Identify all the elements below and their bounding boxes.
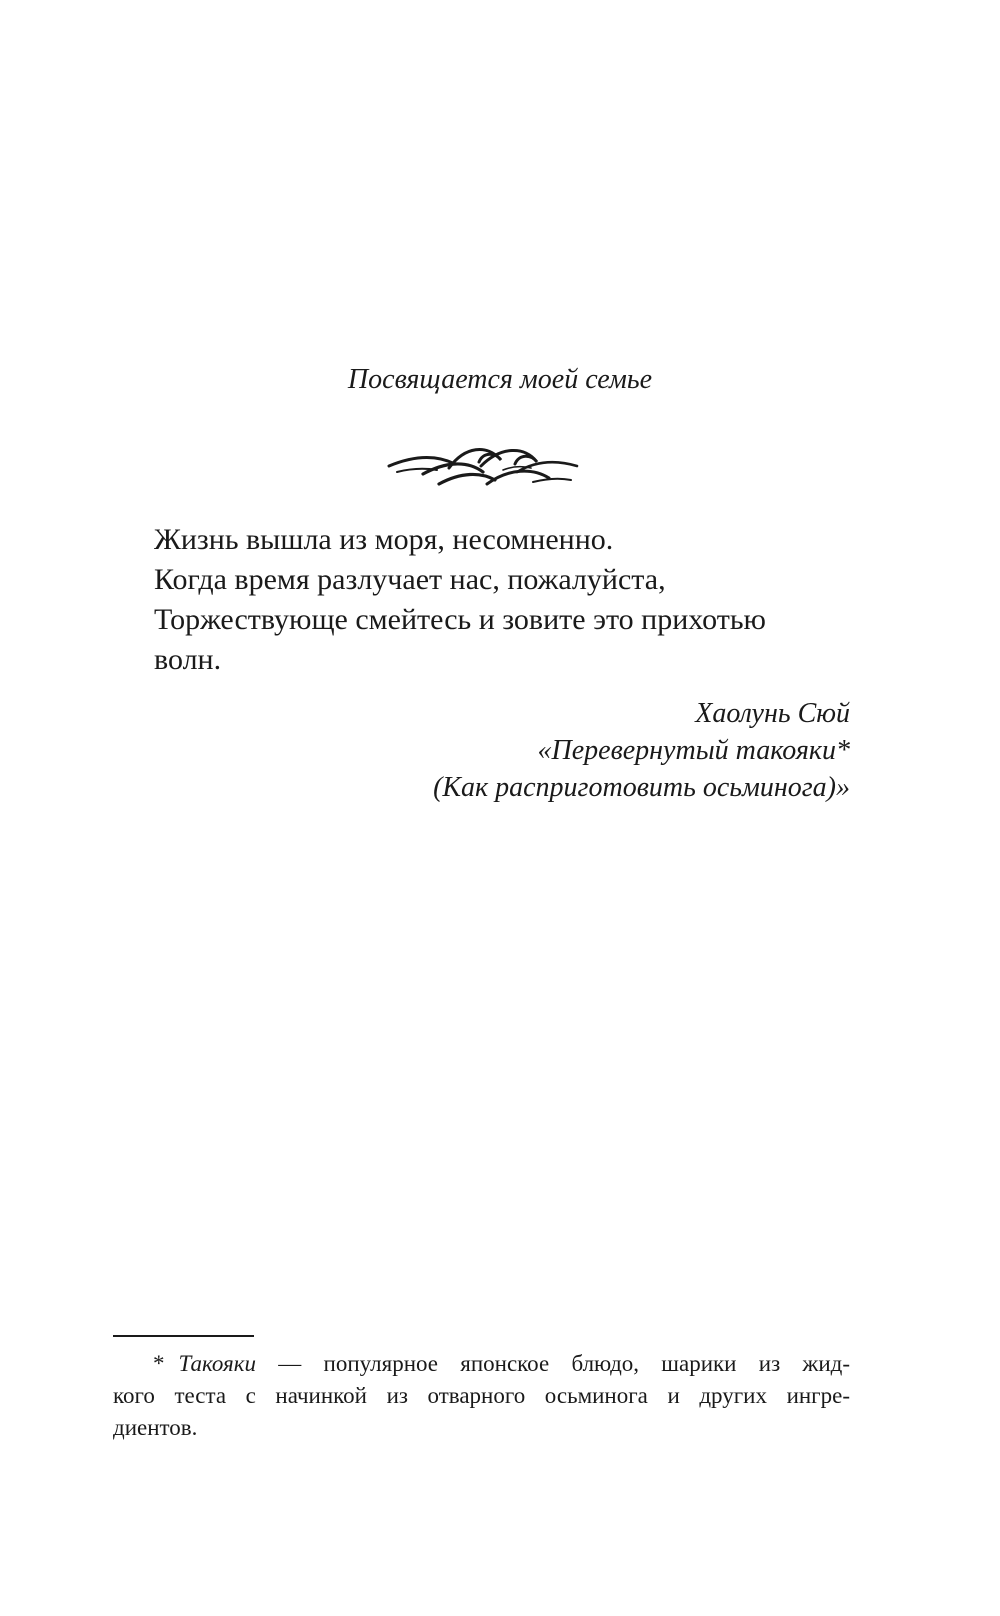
epigraph-attribution [250, 695, 850, 806]
waves-ornament-icon [383, 440, 583, 490]
footnote-divider [113, 1335, 254, 1337]
attribution-author: Хаолунь Сюй [695, 698, 850, 729]
footnote-marker: * [153, 1351, 165, 1376]
epigraph-poem [154, 520, 854, 680]
poem-line: Когда время разлучает нас, пожалуйста, [154, 563, 666, 596]
footnote-line [113, 1348, 850, 1380]
dedication: Посвящается моей семье [347, 364, 653, 395]
attribution-work-title: «Перевернутый такояки* [537, 735, 850, 766]
footnote-line: кого теста с начинкой из отварного осьминога и других ингре- [113, 1383, 850, 1408]
poem-line: Жизнь вышла из моря, несомненно. [154, 523, 614, 556]
poem-line: волн. [154, 643, 222, 676]
footnote-line: диентов. [113, 1415, 198, 1440]
footnote-text: — популярное японское блюдо, шарики из жид- [256, 1351, 850, 1376]
footnote [113, 1348, 850, 1444]
poem-line: Торжествующе смейтесь и зовите это прихотью [154, 603, 766, 636]
attribution-work-subtitle: (Как расприготовить осьминога)» [433, 772, 850, 803]
footnote-term: Такояки [178, 1351, 256, 1376]
